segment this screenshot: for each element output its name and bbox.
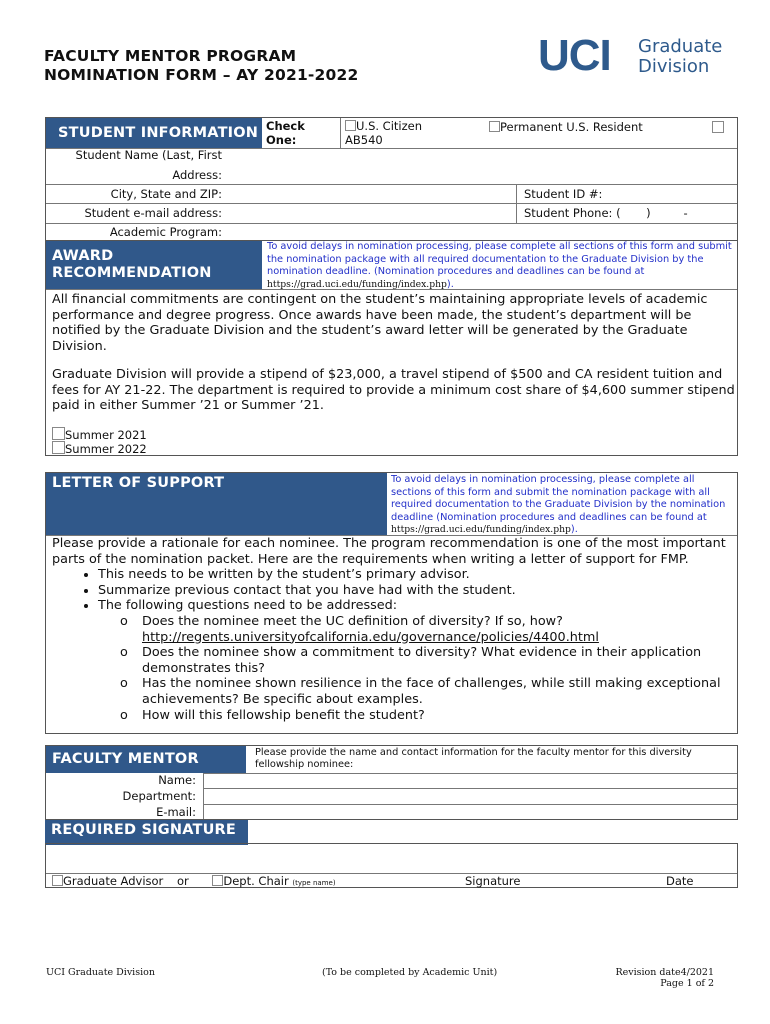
student-id-label: Student ID #: bbox=[524, 187, 603, 201]
student-id-field[interactable] bbox=[604, 185, 736, 202]
footer-center: (To be completed by Academic Unit) bbox=[322, 967, 498, 978]
program-field[interactable] bbox=[224, 224, 736, 240]
dept-chair-checkbox[interactable] bbox=[212, 875, 223, 886]
mentor-name-label: Name: bbox=[158, 773, 196, 787]
signature-row bbox=[52, 874, 732, 888]
bullet-item-text: The following questions need to be addressed: bbox=[98, 598, 398, 614]
mentor-heading bbox=[46, 746, 246, 773]
or-label: or bbox=[176, 874, 189, 888]
check-one-label: Check One: bbox=[266, 119, 305, 147]
email-field[interactable] bbox=[224, 204, 514, 221]
student-phone-label: Student Phone: ( ) - bbox=[524, 206, 688, 220]
city-field[interactable] bbox=[224, 185, 514, 202]
award-paragraph-1: All financial commitments are contingent on the student’s maintaining appropriate levels of academic performance and degree progress. Once awards have been made, the student’s department will be notified by the Graduate Division and the student’s award letter will be generated by the Graduate Division. bbox=[52, 292, 708, 354]
program-label: Academic Program: bbox=[109, 225, 222, 239]
summer-2022-label: Summer 2022 bbox=[65, 442, 147, 456]
footer-right bbox=[560, 967, 714, 989]
citizen-checkbox[interactable] bbox=[345, 120, 356, 131]
bullet-item: • Summarize previous contact that you have had with the student. bbox=[98, 583, 732, 599]
letter-note-end: ). bbox=[570, 524, 578, 536]
letter-heading-text: LETTER OF SUPPORT bbox=[52, 475, 225, 491]
question-item bbox=[142, 614, 732, 645]
page-title bbox=[44, 47, 359, 85]
ab540-checkbox[interactable] bbox=[712, 121, 724, 133]
graduate-advisor-label: Graduate Advisor bbox=[63, 874, 164, 888]
address-label: Address: bbox=[172, 168, 222, 182]
signature-label: Signature bbox=[465, 874, 521, 888]
signature-heading bbox=[45, 820, 248, 845]
student-name-field[interactable] bbox=[224, 149, 736, 182]
letter-note-text: To avoid delays in nomination processing, please complete all sections of this form and submit the nomination package with all required documentation to the Graduate Division by the nomination deadline (Nomination procedures and deadlines can be found at bbox=[391, 474, 726, 523]
mentor-name-field[interactable] bbox=[205, 774, 736, 787]
resident-label: Permanent U.S. Resident bbox=[500, 120, 643, 134]
award-heading bbox=[46, 241, 262, 289]
logo-subtitle bbox=[638, 37, 722, 77]
signature-heading-text: REQUIRED SIGNATURE bbox=[51, 822, 237, 838]
revision-date: Revision date4/2021 bbox=[615, 967, 714, 978]
letter-bullets bbox=[52, 567, 732, 723]
citizen-option[interactable] bbox=[345, 120, 422, 147]
student-info-heading bbox=[46, 118, 262, 148]
mentor-note: Please provide the name and contact information for the faculty mentor for this diversity fellowship nominee: bbox=[255, 747, 692, 770]
page-number: Page 1 of 2 bbox=[660, 978, 714, 989]
award-note-text: To avoid delays in nomination processing, please complete all sections of this form and submit the nomination package with all required documentation to the Graduate Division by the nomination deadline. (Nomination procedures and deadlines can be found at bbox=[267, 241, 732, 278]
signature-field[interactable] bbox=[46, 844, 737, 872]
student-name-label: Student Name (Last, First bbox=[75, 148, 222, 162]
title-line-2: NOMINATION FORM – AY 2021-2022 bbox=[44, 66, 359, 84]
summer-2021-checkbox[interactable] bbox=[52, 427, 65, 440]
bullet-item: • This needs to be written by the student’s primary advisor. bbox=[98, 567, 732, 583]
summer-2022-checkbox[interactable] bbox=[52, 441, 65, 454]
letter-intro: Please provide a rationale for each nominee. The program recommendation is one of the most important parts of the nomination packet. Here are the requirements when writing a letter of support for FMP. bbox=[52, 536, 726, 567]
resident-option[interactable] bbox=[489, 120, 643, 134]
letter-note bbox=[391, 474, 731, 537]
letter-body bbox=[52, 536, 732, 723]
student-info-heading-text: STUDENT INFORMATION bbox=[58, 125, 259, 141]
award-funding-link[interactable]: https://grad.uci.edu/funding/index.php bbox=[267, 278, 447, 290]
bullet-item bbox=[98, 598, 732, 723]
footer-left: UCI Graduate Division bbox=[46, 967, 155, 978]
resident-checkbox[interactable] bbox=[489, 121, 500, 132]
email-label: Student e-mail address: bbox=[84, 206, 222, 220]
date-label: Date bbox=[666, 874, 694, 888]
ab540-label: AB540 bbox=[345, 132, 383, 147]
type-name-hint: (type name) bbox=[292, 879, 336, 887]
question-item: o Does the nominee show a commitment to diversity? What evidence in their application demonstrates this? bbox=[142, 645, 732, 676]
summer-2021-label: Summer 2021 bbox=[65, 428, 147, 442]
logo-uci-text: UCI bbox=[538, 31, 611, 80]
mentor-heading-text: FACULTY MENTOR bbox=[52, 751, 199, 767]
logo-line-1: Graduate bbox=[638, 36, 723, 57]
award-note-end: ). bbox=[446, 278, 454, 290]
question-list bbox=[98, 614, 732, 723]
letter-funding-link[interactable]: https://grad.uci.edu/funding/index.php bbox=[391, 524, 571, 536]
city-label: City, State and ZIP: bbox=[110, 187, 222, 201]
dept-chair-label: Dept. Chair bbox=[223, 874, 289, 888]
citizen-label: U.S. Citizen bbox=[356, 119, 423, 133]
award-heading-line-1: AWARD bbox=[52, 248, 114, 264]
summer-2022-option[interactable] bbox=[52, 441, 147, 456]
award-heading-line-2: RECOMMENDATION bbox=[52, 265, 212, 281]
letter-heading bbox=[46, 473, 387, 535]
award-paragraph-2: Graduate Division will provide a stipend of $23,000, a travel stipend of $500 and CA resident tuition and fees for AY 21-22. The department is required to provide a minimum cost share of $4,600 summer stipend paid in either Summer ’21 or Summer ’21. bbox=[52, 367, 735, 414]
question-item: o Has the nominee shown resilience in the face of challenges, while still making exceptional achievements? Be specific about examples. bbox=[142, 676, 732, 707]
logo-line-2: Division bbox=[638, 56, 710, 77]
question-1: Does the nominee meet the UC definition of diversity? If so, how? bbox=[142, 613, 563, 629]
mentor-email-field[interactable] bbox=[205, 805, 736, 819]
question-item: o How will this fellowship benefit the student? bbox=[142, 708, 732, 724]
graduate-advisor-checkbox[interactable] bbox=[52, 875, 63, 886]
mentor-department-field[interactable] bbox=[205, 789, 736, 803]
mentor-department-label: Department: bbox=[122, 789, 196, 803]
regents-policy-link[interactable]: http://regents.universityofcalifornia.edu/governance/policies/4400.html bbox=[142, 629, 599, 645]
award-note bbox=[267, 241, 732, 291]
summer-2021-option[interactable] bbox=[52, 427, 147, 442]
title-line-1: FACULTY MENTOR PROGRAM bbox=[44, 47, 297, 65]
mentor-email-label: E-mail: bbox=[156, 805, 196, 819]
